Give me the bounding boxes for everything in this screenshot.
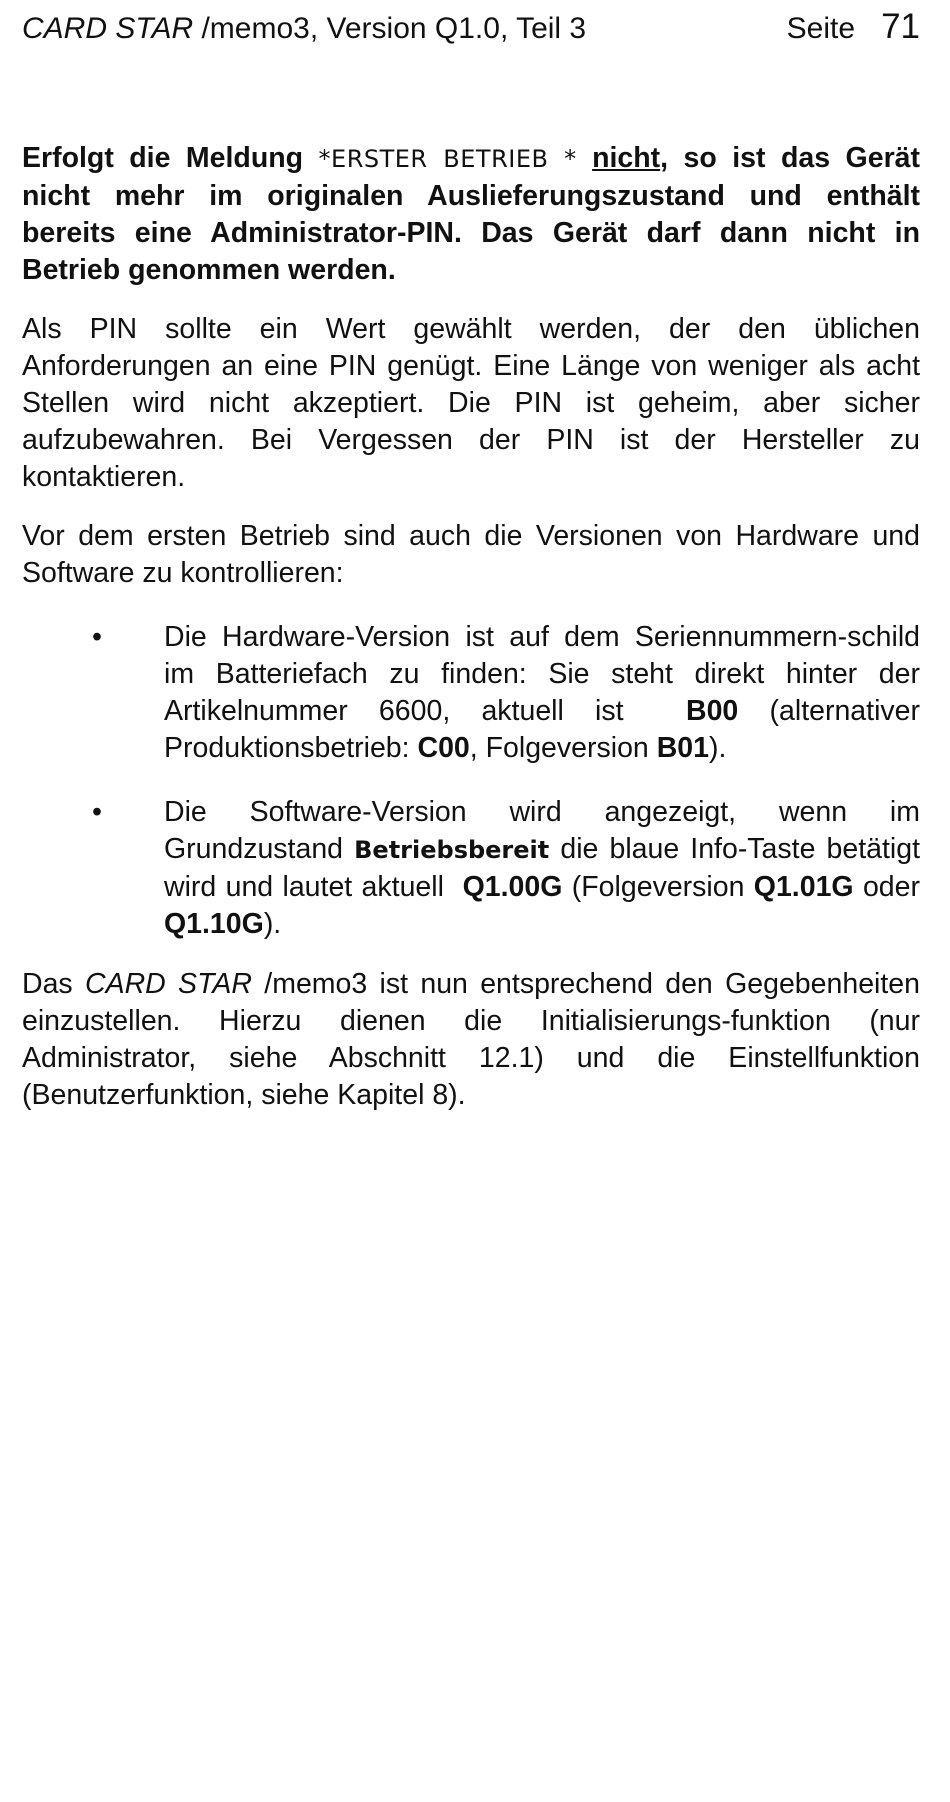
warning-text-2: , so ist das Gerät nicht mehr im originalen Auslieferungszustand und enthält bereits eine Administrator-PIN. Das Gerät darf dann nicht in Betrieb genommen werden. bbox=[22, 142, 921, 286]
page-label: Seite bbox=[786, 12, 856, 45]
sw-text-5: ). bbox=[263, 908, 282, 940]
list-item-hardware bbox=[22, 619, 920, 767]
version-list bbox=[22, 619, 920, 943]
header-doc: /memo3, Version Q1.0, Teil 3 bbox=[201, 12, 587, 45]
hw-text-2: (alternativer Produktionsbetrieb: bbox=[164, 695, 920, 764]
sw-state: Betriebsbereit bbox=[354, 836, 550, 864]
hw-text-4: ). bbox=[709, 732, 727, 764]
closing-text-2: /memo3 ist nun entsprechend den Gegebenheiten einzustellen. Hierzu dienen die Initialisierungs-funktion (nur Administrator, siehe Abschnitt 12.1) und die Einstellfunktion (Benutzerfunktion, siehe Kapitel 8). bbox=[22, 968, 921, 1111]
page-number: 71 bbox=[881, 7, 920, 46]
closing-paragraph bbox=[22, 966, 920, 1114]
list-item-software bbox=[22, 794, 920, 943]
hw-alt-version: C00 bbox=[417, 732, 470, 764]
header-page bbox=[787, 2, 920, 54]
hw-text-1: Die Hardware-Version ist auf dem Seriennummern-schild im Batteriefach zu finden: Sie steht direkt hinter der Artikelnummer 6600, aktuell ist bbox=[164, 621, 920, 727]
sw-next-version-1: Q1.01G bbox=[753, 871, 854, 903]
hw-text-3: , Folgeversion bbox=[469, 732, 649, 764]
sw-text-3: (Folgeversion bbox=[571, 871, 745, 903]
warning-paragraph bbox=[22, 140, 920, 289]
versions-intro: Vor dem ersten Betrieb sind auch die Versionen von Hardware und Software zu kontrollieren: bbox=[22, 520, 920, 589]
hw-next-version: B01 bbox=[656, 732, 710, 764]
warning-negation: nicht bbox=[592, 142, 661, 174]
page-header bbox=[22, 0, 920, 50]
sw-text-2: die blaue Info-Taste betätigt wird und lautet aktuell bbox=[164, 833, 921, 903]
hw-version: B00 bbox=[686, 695, 739, 727]
warning-message: *ERSTER BETRIEB * bbox=[318, 145, 577, 173]
document-page bbox=[22, 0, 920, 1114]
sw-text-4: oder bbox=[862, 871, 920, 903]
closing-product: CARD STAR bbox=[85, 968, 252, 1000]
sw-version: Q1.00G bbox=[462, 871, 563, 903]
bullet-dot: • bbox=[92, 796, 102, 828]
bullet-dot: • bbox=[92, 621, 102, 653]
closing-text-1: Das bbox=[22, 968, 73, 1000]
header-product: CARD STAR bbox=[22, 12, 194, 45]
header-title bbox=[22, 4, 586, 54]
sw-text-1: Die Software-Version wird angezeigt, wenn im Grundzustand bbox=[164, 796, 920, 865]
pin-paragraph: Als PIN sollte ein Wert gewählt werden, der den üblichen Anforderungen an eine PIN genügt. Eine Länge von weniger als acht Stellen wird nicht akzeptiert. Die PIN ist geheim, aber sicher aufzubewahren. Bei Vergessen der PIN ist der Hersteller zu kontaktieren. bbox=[22, 313, 920, 493]
warning-text-1: Erfolgt die Meldung bbox=[22, 142, 304, 174]
sw-next-version-2: Q1.10G bbox=[164, 908, 264, 940]
